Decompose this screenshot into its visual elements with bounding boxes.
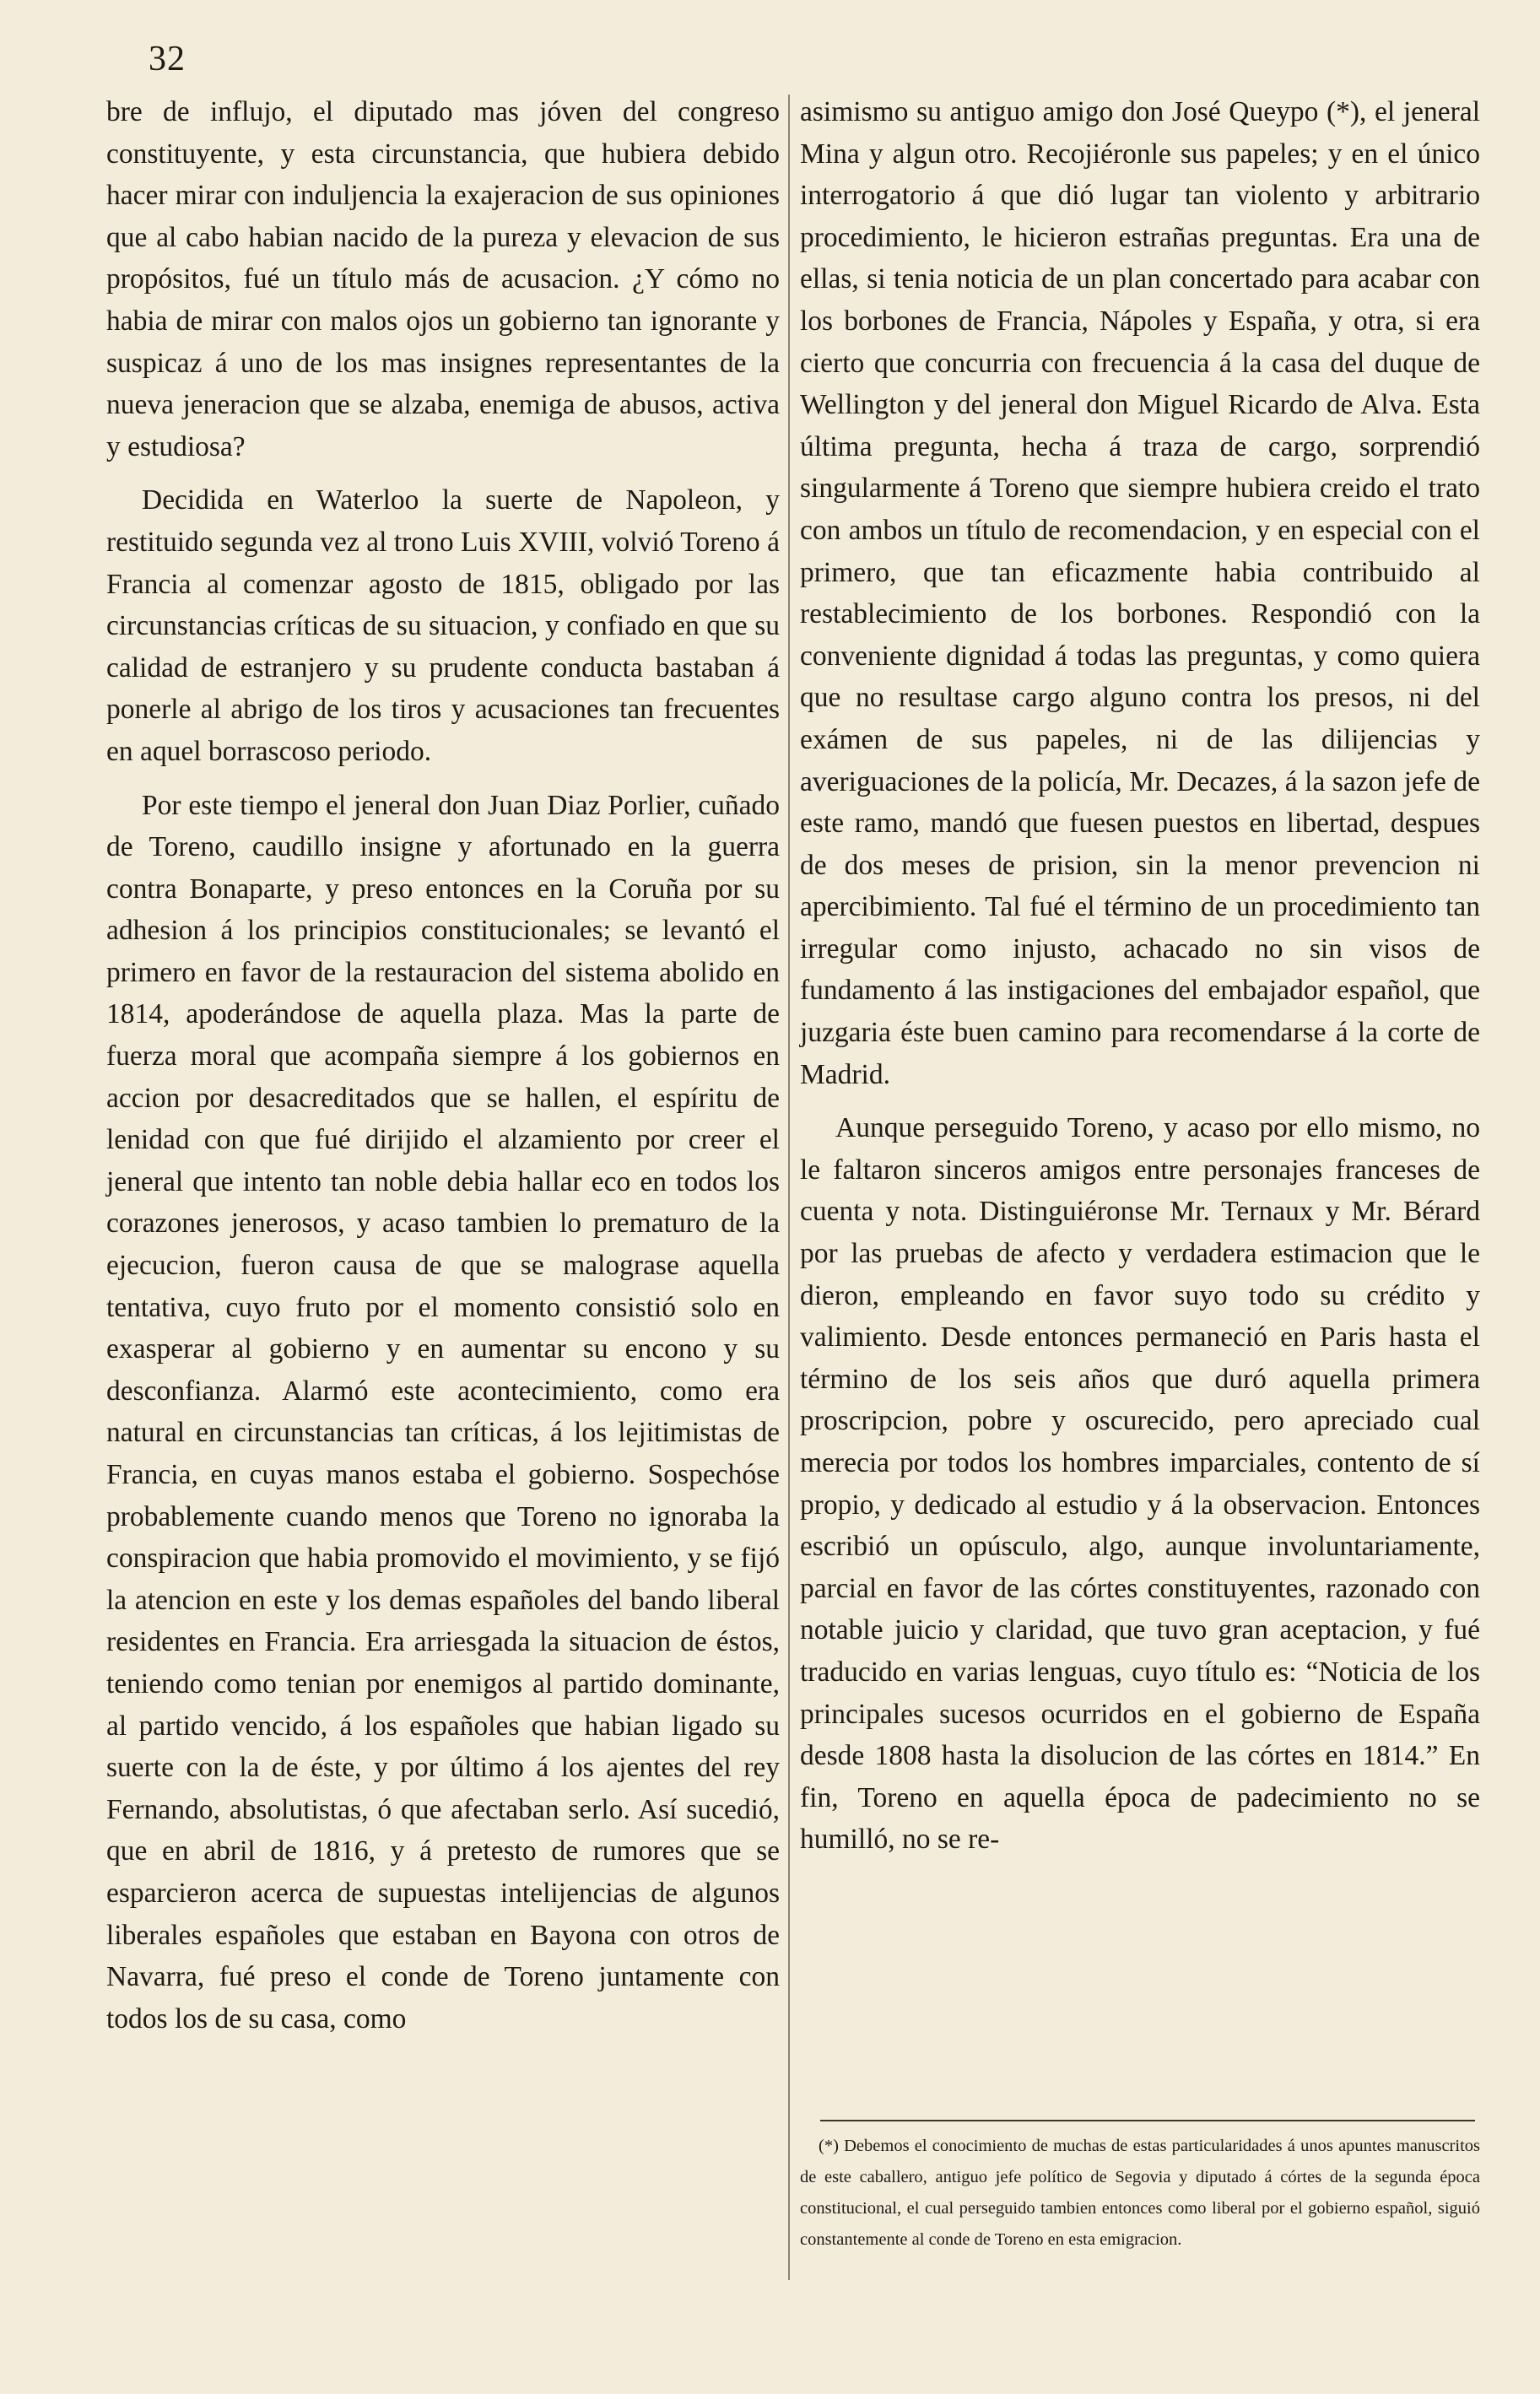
- paragraph: Por este tiempo el jeneral don Juan Diaz Porlier, cuñado de Toreno, caudillo insigne y afortunado en la guerra contra Bonaparte, y preso entonces en la Coruña por su adhesion á los principios constitucionales; se levantó el primero en favor de la restauracion del sistema abolido en 1814, apoderándose de aquella plaza. Mas la parte de fuerza moral que acompaña siempre á los gobiernos en accion por desacreditados que se hallen, el espíritu de lenidad con que fué dirijido el alzamiento por creer el jeneral que intento tan noble debia hallar eco en todos los corazones jenerosos, y acaso tambien lo prematuro de la ejecucion, fueron causa de que se malograse aquella tentativa, cuyo fruto por el momento consistió solo en exasperar al gobierno y en aumentar su encono y su desconfianza. Alarmó este acontecimiento, como era natural en circunstancias tan críticas, á los lejitimistas de Francia, en cuyas manos estaba el gobierno. Sospechóse probablemente cuando menos que Toreno no ignoraba la conspiracion que habia promovido el movimiento, y se fijó la atencion en este y los demas españoles del bando liberal residentes en Francia. Era arriesgada la situacion de éstos, teniendo como tenian por enemigos al partido dominante, al partido vencido, á los españoles que habian ligado su suerte con la de éste, y por último á los ajentes del rey Fernando, absolutistas, ó que afectaban serlo. Así sucedió, que en abril de 1816, y á pretesto de rumores que se esparcieron acerca de supuestas intelijencias de algunos liberales españoles que estaban en Bayona con otros de Navarra, fué preso el conde de Toreno juntamente con todos los de su casa, como: [106, 789, 780, 2035]
- page-number: 32: [149, 40, 186, 78]
- paragraph: Decidida en Waterloo la suerte de Napoleon, y restituido segunda vez al trono Luis XVIII, volvió Toreno á Francia al comenzar agosto de 1815, obligado por las circunstancias críticas de su situacion, y confiado en que su calidad de estranjero y su prudente conducta bastaban á ponerle al abrigo de los tiros y acusaciones tan frecuentes en aquel borrascoso periodo.: [106, 484, 780, 767]
- column-divider: [788, 95, 790, 2280]
- right-column: [800, 91, 1480, 1861]
- paragraph: Aunque perseguido Toreno, y acaso por ello mismo, no le faltaron sinceros amigos entre personajes franceses de cuenta y nota. Distinguiéronse Mr. Ternaux y Mr. Bérard por las pruebas de afecto y verdadera estimacion que le dieron, empleando en favor suyo todo su crédito y valimiento. Desde entonces permaneció en Paris hasta el término de los seis años que duró aquella primera proscripcion, pobre y oscurecido, pero apreciado cual merecia por todos los hombres imparciales, contento de sí propio, y dedicado al estudio y á la observacion. Entonces escribió un opúsculo, algo, aunque involuntariamente, parcial en favor de las córtes constituyentes, razonado con notable juicio y claridad, que tuvo gran aceptacion, y fué traducido en varias lenguas, cuyo título es: “Noticia de los principales sucesos ocurridos en el gobierno de España desde 1808 hasta la disolucion de las córtes en 1814.” En fin, Toreno en aquella época de padecimiento no se humilló, no se re-: [800, 1112, 1480, 1856]
- left-column: [106, 91, 780, 2040]
- footnote: [800, 2131, 1480, 2256]
- footnote-rule: [820, 2120, 1475, 2121]
- paragraph: bre de influjo, el diputado mas jóven del congreso constituyente, y esta circunstancia, que hubiera debido hacer mirar con induljencia la exajeracion de sus opiniones que al cabo habian nacido de la pureza y elevacion de sus propósitos, fué un título más de acusacion. ¿Y cómo no habia de mirar con malos ojos un gobierno tan ignorante y suspicaz á uno de los mas insignes representantes de la nueva jeneracion que se alzaba, enemiga de abusos, activa y estudiosa?: [106, 96, 780, 462]
- footnote-text: (*) Debemos el conocimiento de muchas de estas particularidades á unos apuntes manuscritos de este caballero, antiguo jefe político de Segovia y diputado á córtes de la segunda época constitucional, el cual perseguido tambien entonces como liberal por el gobierno español, siguió constantemente al conde de Toreno en esta emigracion.: [800, 2137, 1480, 2249]
- paragraph: asimismo su antiguo amigo don José Queypo (*), el jeneral Mina y algun otro. Recojiéronle sus papeles; y en el único interrogatorio á que dió lugar tan violento y arbitrario procedimiento, le hicieron estrañas preguntas. Era una de ellas, si tenia noticia de un plan concertado para acabar con los borbones de Francia, Nápoles y España, y otra, si era cierto que concurria con frecuencia á la casa del duque de Wellington y del jeneral don Miguel Ricardo de Alva. Esta última pregunta, hecha á traza de cargo, sorprendió singularmente á Toreno que siempre hubiera creido el trato con ambos un título de recomendacion, y en especial con el primero, que tan eficazmente habia contribuido al restablecimiento de los borbones. Respondió con la conveniente dignidad á todas las preguntas, y como quiera que no resultase cargo alguno contra los presos, ni del exámen de sus papeles, ni de las dilijencias y averiguaciones de la policía, Mr. Decazes, á la sazon jefe de este ramo, mandó que fuesen puestos en libertad, despues de dos meses de prision, sin la menor prevencion ni apercibimiento. Tal fué el término de un procedimiento tan irregular como injusto, achacado no sin visos de fundamento á las instigaciones del embajador español, que juzgaria éste buen camino para recomendarse á la corte de Madrid.: [800, 96, 1480, 1090]
